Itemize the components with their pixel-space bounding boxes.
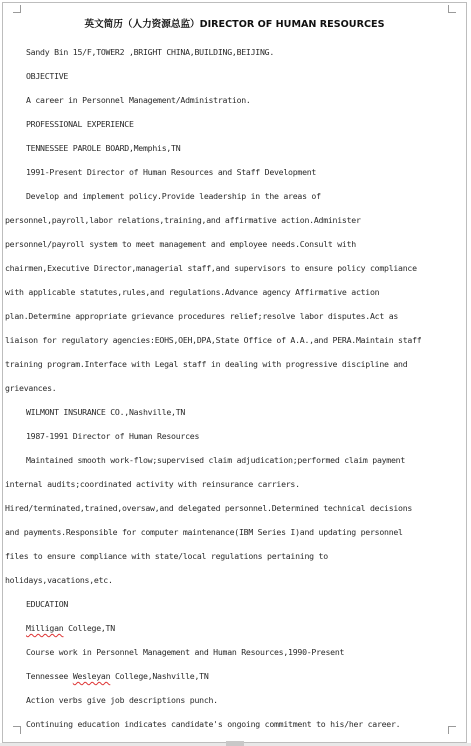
job-title-line: 1987-1991 Director of Human Resources <box>26 431 200 441</box>
body-line: training program.Interface with Legal staff in dealing with progressive discipline and <box>5 359 408 369</box>
section-heading-objective: OBJECTIVE <box>26 71 69 81</box>
body-line: with applicable statutes,rules,and regulations.Advance agency Affirmative action <box>5 287 380 297</box>
body-line: Maintained smooth work-flow;supervised claim adjudication;performed claim payment <box>26 455 406 465</box>
document-page[interactable] <box>2 2 467 743</box>
next-page-edge <box>226 741 244 746</box>
body-line: internal audits;coordinated activity with reinsurance carriers. <box>5 479 300 489</box>
spellcheck-word[interactable]: Wesleyan <box>72 671 111 681</box>
body-line: chairmen,Executive Director,managerial staff,and supervisors to ensure policy compliance <box>5 263 417 273</box>
body-line: Continuing education indicates candidate's ongoing commitment to his/her career. <box>26 719 401 729</box>
body-line: holidays,vacations,etc. <box>5 575 113 585</box>
body-line: personnel/payroll system to meet management and employee needs.Consult with <box>5 239 356 249</box>
margin-corner-top-left <box>13 5 21 13</box>
body-line: Develop and implement policy.Provide leadership in the areas of <box>26 191 321 201</box>
body-line: plan.Determine appropriate grievance procedures relief;resolve labor disputes.Act as <box>5 311 399 321</box>
section-heading-experience: PROFESSIONAL EXPERIENCE <box>26 119 134 129</box>
employer-line: WILMONT INSURANCE CO.,Nashville,TN <box>26 407 186 417</box>
document-title: 英文简历（人力资源总监）DIRECTOR OF HUMAN RESOURCES <box>84 19 385 30</box>
body-line: and payments.Responsible for computer maintenance(IBM Series I)and updating personnel <box>5 527 403 537</box>
margin-corner-bottom-left <box>13 726 21 734</box>
contact-line: Sandy Bin 15/F,TOWER2 ,BRIGHT CHINA,BUILDING,BEIJING. <box>26 47 275 57</box>
job-title-line: 1991-Present Director of Human Resources and Staff Development <box>26 167 317 177</box>
education-line: Course work in Personnel Management and Human Resources,1990-Present <box>26 647 345 657</box>
margin-corner-bottom-right <box>448 726 456 734</box>
body-line: Action verbs give job descriptions punch. <box>26 695 218 705</box>
body-line: liaison for regulatory agencies:EOHS,OEH,DPA,State Office of A.A.,and PERA.Maintain staff <box>5 335 422 345</box>
body-line: grievances. <box>5 383 57 393</box>
body-line: personnel,payroll,labor relations,training,and affirmative action.Administer <box>5 215 361 225</box>
education-line: Tennessee Wesleyan College,Nashville,TN <box>26 671 209 681</box>
education-line: Milligan College,TN <box>26 623 115 633</box>
margin-corner-top-right <box>448 5 456 13</box>
spellcheck-word[interactable]: Milligan <box>26 623 64 633</box>
employer-line: TENNESSEE PAROLE BOARD,Memphis,TN <box>26 143 181 153</box>
objective-text: A career in Personnel Management/Administration. <box>26 95 251 105</box>
body-line: Hired/terminated,trained,oversaw,and delegated personnel.Determined technical decisions <box>5 503 413 513</box>
section-heading-education: EDUCATION <box>26 599 69 609</box>
body-line: files to ensure compliance with state/local regulations pertaining to <box>5 551 328 561</box>
